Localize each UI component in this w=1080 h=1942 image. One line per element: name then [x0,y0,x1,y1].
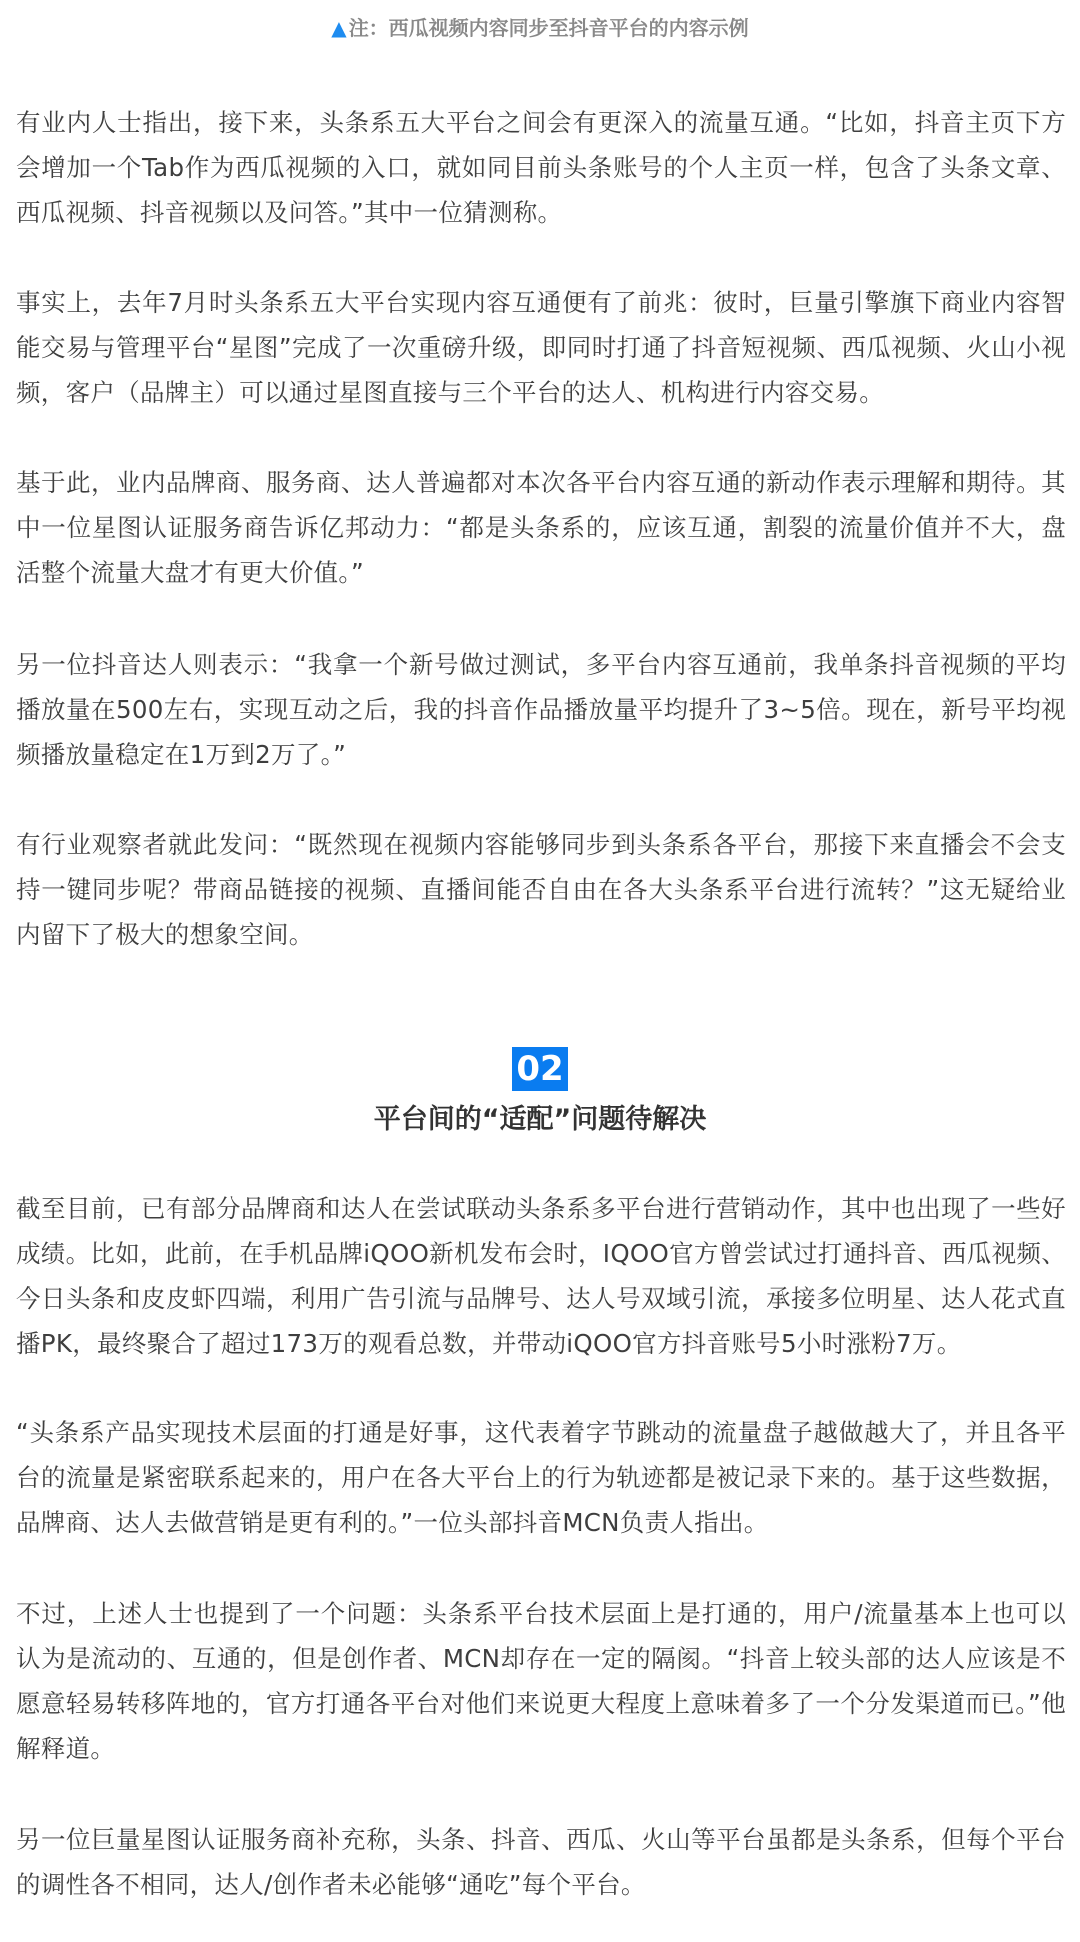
paragraph: 基于此，业内品牌商、服务商、达人普遍都对本次各平台内容互通的新动作表示理解和期待。其中一位星图认证服务商告诉亿邦动力：“都是头条系的，应该互通，割裂的流量价值并不大，盘活整个流量大盘才有更大价值。” [16,468,1066,587]
paragraph: 事实上，去年7月时头条系五大平台实现内容互通便有了前兆：彼时，巨量引擎旗下商业内容智能交易与管理平台“星图”完成了一次重磅升级，即同时打通了抖音短视频、西瓜视频、火山小视频，客户（品牌主）可以通过星图直接与三个平台的达人、机构进行内容交易。 [16,288,1066,407]
section-title: 平台间的“适配”问题待解决 [373,1104,707,1135]
paragraph: 另一位抖音达人则表示：“我拿一个新号做过测试，多平台内容互通前，我单条抖音视频的平均播放量在500左右，实现互动之后，我的抖音作品播放量平均提升了3~5倍。现在，新号平均视频播放量稳定在1万到2万了。” [16,650,1066,769]
paragraph: “头条系产品实现技术层面的打通是好事，这代表着字节跳动的流量盘子越做越大了，并且各平台的流量是紧密联系起来的，用户在各大平台上的行为轨迹都是被记录下来的。基于这些数据，品牌商、达人去做营销是更有利的。”一位头部抖音MCN负责人指出。 [16,1418,1066,1537]
section-number-container [0,1047,1080,1091]
paragraph: 截至目前，已有部分品牌商和达人在尝试联动头条系多平台进行营销动作，其中也出现了一些好成绩。比如，此前，在手机品牌iQOO新机发布会时，IQOO官方曾尝试过打通抖音、西瓜视频、今日头条和皮皮虾四端，利用广告引流与品牌号、达人号双域引流，承接多位明星、达人花式直播PK，最终聚合了超过173万的观看总数，并带动iQOO官方抖音账号5小时涨粉7万。 [16,1194,1066,1358]
section-number: 02 [512,1047,567,1091]
paragraph: 不过，上述人士也提到了一个问题：头条系平台技术层面上是打通的，用户/流量基本上也可以认为是流动的、互通的，但是创作者、MCN却存在一定的隔阂。“抖音上较头部的达人应该是不愿意轻易转移阵地的，官方打通各平台对他们来说更大程度上意味着多了一个分发渠道而已。”他解释道。 [16,1599,1066,1763]
paragraph: 有业内人士指出，接下来，头条系五大平台之间会有更深入的流量互通。“比如，抖音主页下方会增加一个Tab作为西瓜视频的入口，就如同目前头条账号的个人主页一样，包含了头条文章、西瓜视频、抖音视频以及问答。”其中一位猜测称。 [16,108,1066,227]
paragraph: 另一位巨量星图认证服务商补充称，头条、抖音、西瓜、火山等平台虽都是头条系，但每个平台的调性各不相同，达人/创作者未必能够“通吃”每个平台。 [16,1825,1066,1899]
caption-text: 注：西瓜视频内容同步至抖音平台的内容示例 [348,16,749,40]
paragraph: 有行业观察者就此发问：“既然现在视频内容能够同步到头条系各平台，那接下来直播会不会支持一键同步呢？带商品链接的视频、直播间能否自由在各大头条系平台进行流转？”这无疑给业内留下了极大的想象空间。 [16,830,1066,949]
image-caption [0,14,1080,42]
triangle-up-icon: ▲ [331,16,347,40]
